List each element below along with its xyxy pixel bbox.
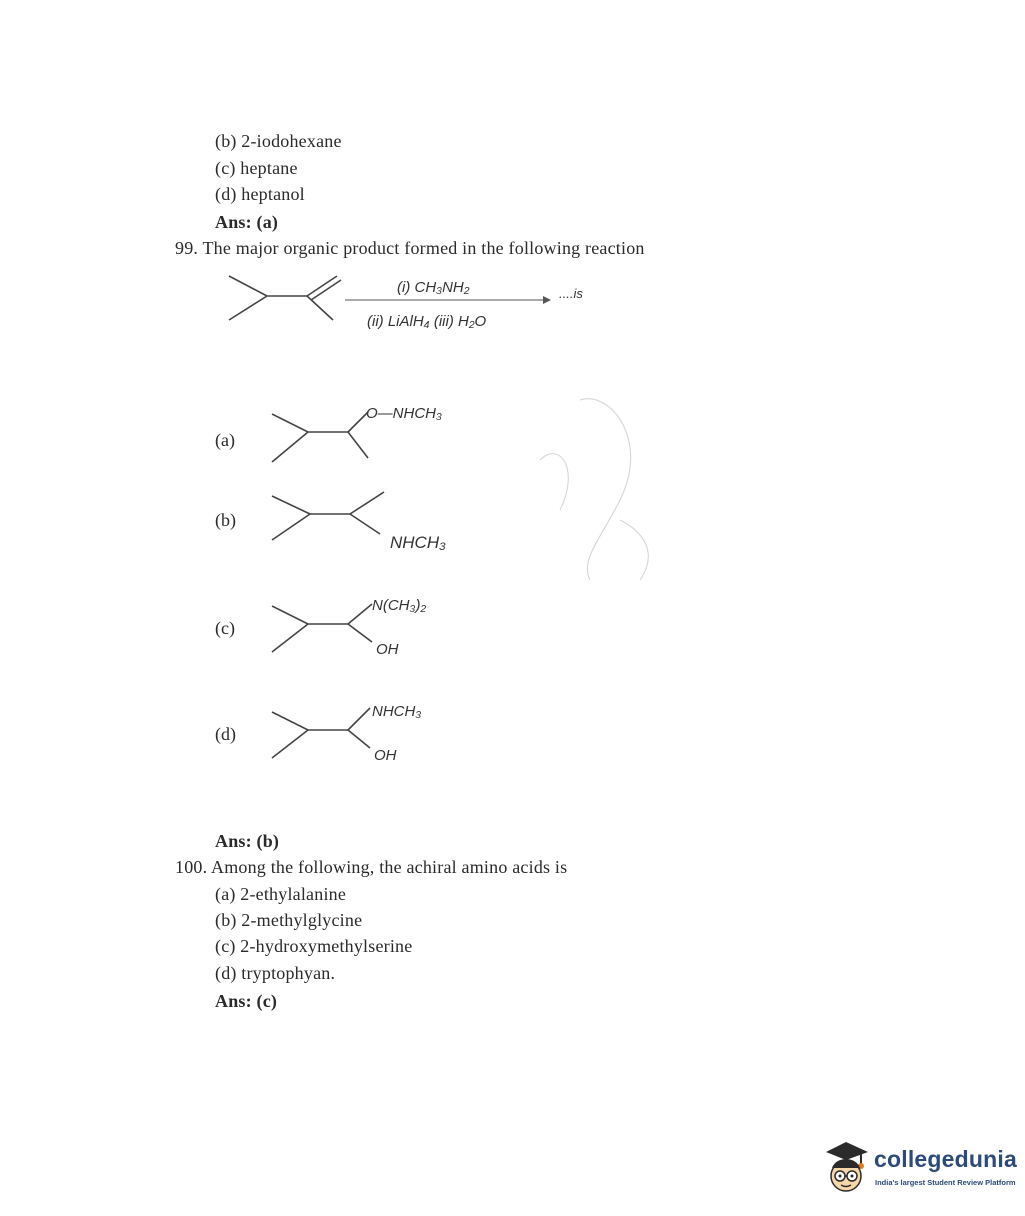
prev-answer: Ans: (a): [215, 212, 279, 232]
q99-option-c-group-1: N(CH₃)₂: [372, 597, 427, 614]
logo-name: collegedunia: [874, 1146, 1017, 1172]
q99-option-c-group-2: OH: [376, 641, 399, 658]
prev-option-d: (d) heptanol: [215, 184, 305, 204]
q99-option-c-structure: [268, 590, 488, 670]
q99-option-c-label: (c): [215, 618, 235, 638]
reaction-scheme: [225, 272, 605, 342]
q99-option-a-structure: [268, 398, 488, 468]
reagent-top: (i) CH₃NH₂: [397, 279, 470, 296]
q99-option-a-label: (a): [215, 430, 235, 450]
reagent-bottom: (ii) LiAlH₄ (iii) H₂O: [367, 313, 487, 330]
collegedunia-logo: [822, 1138, 1018, 1198]
q99-option-d-label: (d): [215, 724, 236, 744]
q100-stem: 100. Among the following, the achiral amino acids is: [175, 857, 568, 877]
q99-option-b-label: (b): [215, 510, 236, 530]
reactant-structure: [229, 276, 341, 320]
q100-option-b: (b) 2-methylglycine: [215, 910, 363, 930]
q99-option-d-group-2: OH: [374, 747, 397, 764]
prev-option-c: (c) heptane: [215, 158, 298, 178]
q99-option-a-group: O—NHCH₃: [366, 405, 442, 422]
q99-option-b-group: NHCH₃: [390, 533, 446, 552]
pencil-scribbles: [520, 380, 700, 620]
arrow-suffix: ....is: [559, 286, 583, 301]
q100-answer: Ans: (c): [215, 991, 278, 1011]
q100-option-a: (a) 2-ethylalanine: [215, 884, 347, 904]
q99-option-d-structure: [268, 694, 488, 774]
logo-tagline: India's largest Student Review Platform: [875, 1178, 1016, 1187]
q99-answer: Ans: (b): [215, 831, 280, 851]
q99-option-b-structure: [268, 488, 488, 558]
q100-option-c: (c) 2-hydroxymethylserine: [215, 936, 413, 956]
graduate-mascot-icon: [822, 1138, 872, 1198]
q100-option-d: (d) tryptophyan.: [215, 963, 336, 983]
q99-option-d-group-1: NHCH₃: [372, 703, 422, 720]
q99-stem: 99. The major organic product formed in the following reaction: [175, 238, 645, 258]
prev-option-b: (b) 2-iodohexane: [215, 131, 342, 151]
